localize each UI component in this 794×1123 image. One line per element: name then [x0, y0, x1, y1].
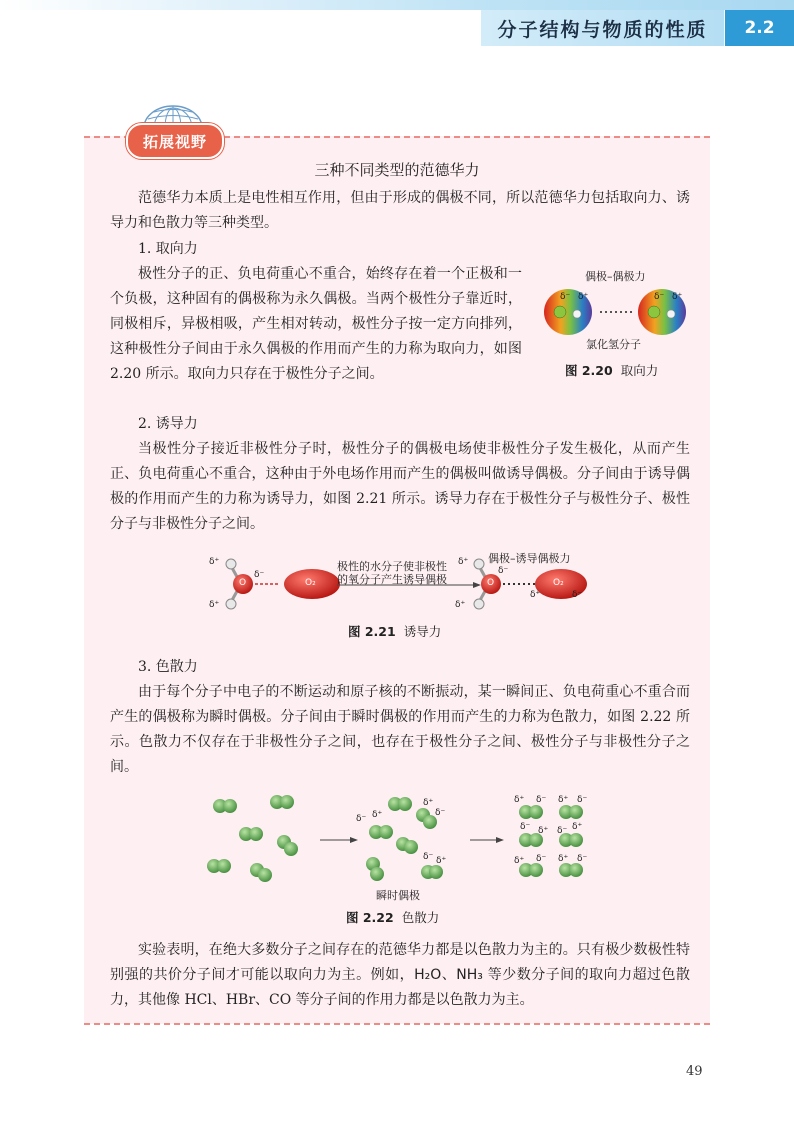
molecule-pair [388, 797, 412, 811]
molecule-pair [559, 863, 583, 877]
figure-2-20-caption: 图 2.20 取向力 [565, 363, 659, 378]
section-number: 2.2 [725, 10, 794, 46]
water-hydrogen-atom [226, 559, 236, 569]
dispersion-paragraph: 由于每个分子中电子的不断运动和原子核的不断振动，某一瞬间正、负电荷重心不重合而产生的偶极称为瞬时偶极。分子间由于瞬时偶极的作用而产生的力称为色散力，如图 2.22 所示。色散力不仅存在于非极性分子之间，也存在于极性分子之间、极性分子与非极性分子之间。 [110, 684, 690, 775]
extension-badge-group [118, 104, 228, 160]
page-number: 49 [686, 1064, 703, 1079]
molecule-pair [270, 795, 294, 809]
delta-minus-label: δ⁻ [654, 292, 665, 302]
molecule-pair [250, 863, 272, 882]
delta-minus-label: δ⁻ [560, 292, 571, 302]
arrow-icon [473, 582, 481, 588]
delta-plus-label: δ⁺ [672, 292, 683, 302]
molecule-pair [239, 827, 263, 841]
molecule-pair [416, 808, 437, 829]
molecule-pair [559, 805, 583, 819]
dispersion-figure [200, 792, 600, 892]
molecule-pair [369, 825, 393, 839]
figure-2-21-caption: 图 2.21 诱导力 [348, 624, 442, 639]
delta-plus-label: δ⁺ [578, 292, 589, 302]
induction-heading: 2. 诱导力 [138, 416, 198, 432]
hcl-label: 氯化氢分子 [586, 338, 641, 351]
dispersion-heading: 3. 色散力 [138, 659, 198, 675]
molecule-pair [366, 857, 384, 881]
orientation-heading: 1. 取向力 [138, 241, 198, 257]
arrow-icon [350, 837, 358, 843]
formula-nh3: NH₃ [456, 967, 483, 983]
molecule-pair [207, 859, 231, 873]
intro-paragraph: 范德华力本质上是电性相互作用，但由于形成的偶极不同，所以范德华力包括取向力、诱导力和色散力等三种类型。 [110, 190, 690, 231]
molecule-pair [421, 865, 443, 879]
arrow-icon [496, 837, 504, 843]
panel-bottom-divider [84, 1023, 710, 1025]
figure-2-22-caption: 图 2.22 色散力 [346, 910, 440, 925]
extension-badge: 拓展视野 [126, 123, 224, 159]
chapter-title: 分子结构与物质的性质 [481, 10, 724, 46]
molecule-pair [277, 835, 298, 856]
formula-h2o: H₂O [414, 967, 442, 983]
water-hydrogen-atom [226, 599, 236, 609]
box-title: 三种不同类型的范德华力 [314, 161, 480, 179]
molecule-pair [396, 837, 418, 854]
molecule-pair [213, 799, 237, 813]
arrow-text-line2: 的氧分子产生诱导偶极 [337, 573, 447, 586]
water-hydrogen-atom [474, 559, 484, 569]
instant-dipole-label: 瞬时偶极 [376, 889, 420, 902]
conclusion-paragraph: 实验表明，在绝大多数分子之间存在的范德华力都是以色散力为主的。只有极少数极性特别强的共价分子间才可能以取向力为主。例如，H₂O、NH₃ 等少数分子间的取向力超过色散力，其他像 HCl、HBr、CO 等分子间的作用力都是以色散力为主。 [110, 942, 691, 1008]
header-gradient-bar [0, 0, 794, 10]
orientation-paragraph: 极性分子的正、负电荷重心不重合，始终存在着一个正极和一个负极，这种固有的偶极称为永久偶极。当两个极性分子靠近时，同极相斥，异极相吸，产生相对转动，极性分子按一定方向排列，这种极性分子间由于永久偶极的作用而产生的力称为取向力，如图 2.20 所示。取向力只存在于极性分子之间。 [110, 266, 522, 382]
dipole-induced-label: 偶极–诱导偶极力 [488, 552, 571, 565]
molecule-pair [519, 805, 543, 819]
water-hydrogen-atom [474, 599, 484, 609]
arrow-text-line1: 极性的水分子使非极性 [337, 560, 447, 573]
dipole-dipole-label: 偶极–偶极力 [585, 270, 646, 283]
induction-paragraph: 当极性分子接近非极性分子时，极性分子的偶极电场使非极性分子发生极化，从而产生正、负电荷重心不重合，这种由于外电场作用而产生的偶极叫做诱导偶极。分子间由于诱导偶极的作用而产生的力称为诱导力，如图 2.21 所示。诱导力存在于极性分子与极性分子、极性分子与非极性分子之间。 [110, 441, 690, 532]
